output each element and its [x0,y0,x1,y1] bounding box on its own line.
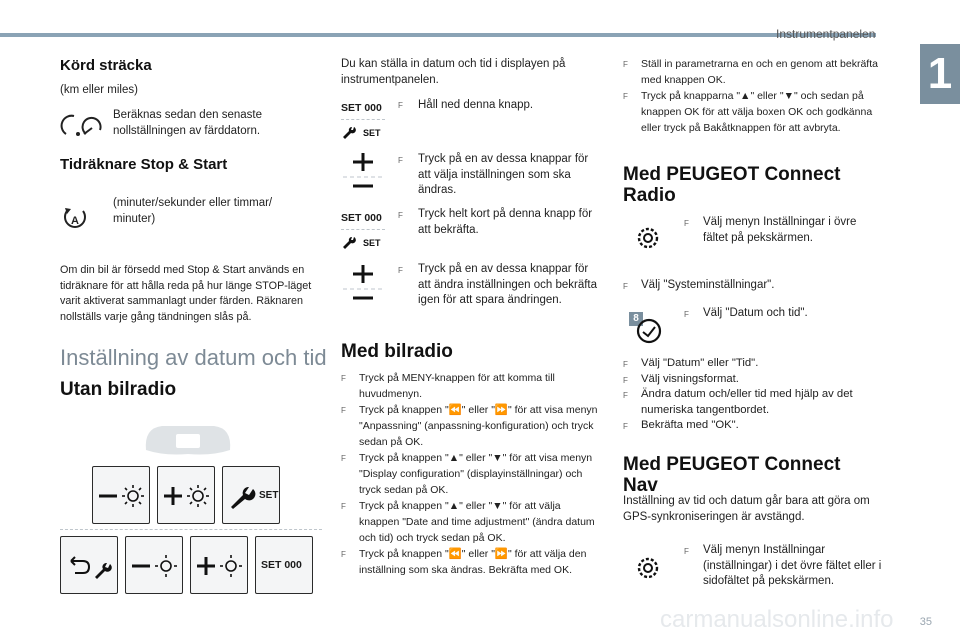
odometer-icon [60,112,104,138]
heading-med-bilradio: Med bilradio [341,341,453,362]
svg-text:SET: SET [363,238,381,248]
key-set-label: SET [259,490,279,501]
instrument-cluster-icon [142,420,234,458]
kord-desc: Beräknas sedan den senaste nollställningen av färddatorn. [113,109,262,137]
heading-installning: Inställning av datum och tid [60,345,327,370]
step-change-save: Tryck på en av dessa knappar för att ändra inställningen och bekräfta igen för att spara ändringen. [418,263,598,306]
svg-text:A: A [71,215,79,227]
key-plus-light-bottom[interactable] [190,536,248,594]
list-item: F Tryck på knapparna "▲" eller "▼" och sedan på knappen OK för att välja boxen OK och godkänna eller tryck på Bakåtknappen för att avbryta. [623,90,873,134]
section-title: Instrumentpanelen [776,27,876,41]
icon-divider [341,119,385,120]
header-bar [0,33,876,37]
minus-brightness-icon [126,537,184,595]
plus-brightness-icon [191,537,249,595]
radio-step-2: Välj "Systeminställningar". [641,279,775,291]
heading-utan-bilradio: Utan bilradio [60,379,177,400]
list-item: F Ändra datum och/eller tid med hjälp av det numeriska tangentbordet. [623,388,853,416]
list-item: F Välj visningsformat. [623,372,739,385]
tid-unit: (minuter/sekunder eller timmar/ minuter) [113,197,273,225]
wrench-set-icon [341,234,385,250]
step-badge: 8 [629,312,643,326]
list-item: F Bekräfta med "OK". [623,419,739,431]
dashed-divider [60,529,322,530]
watermark: carmanualsonline.info [660,606,894,633]
bullet-icon: F [684,219,689,228]
heading-tidraknare: Tidräknare Stop & Start [60,156,228,173]
bullet-icon: F [398,211,403,220]
bullet-icon: F [398,156,403,165]
list-item: F Tryck på MENY-knappen för att komma till huvudmenyn. [341,372,555,400]
radio-step-1: Välj menyn Inställningar i övre fältet på pekskärmen. [703,216,857,244]
chapter-tab: 1 [920,44,960,104]
key-set-000[interactable] [255,536,313,594]
step-choose-setting: Tryck på en av dessa knappar för att välja inställningen som ska ändras. [418,153,589,196]
bullet-icon: F [398,101,403,110]
clock-icon [634,316,664,346]
list-item: F Ställ in parametrarna en och en genom att bekräfta med knappen OK. [623,58,878,86]
nav-desc: Inställning av tid och datum går bara att göra om GPS-synkroniseringen är avstängd. [623,495,870,523]
kord-unit: (km eller miles) [60,84,138,96]
step-hold-button: Håll ned denna knapp. [418,99,534,111]
heading-connect-nav: Med PEUGEOT Connect Nav [623,454,841,496]
heading-kord-stracka: Körd sträcka [60,57,152,74]
icon-divider [341,229,385,230]
svg-text:SET: SET [363,128,381,138]
bullet-icon: F [684,310,689,319]
heading-connect-radio: Med PEUGEOT Connect Radio [623,164,841,206]
bullet-icon: F [398,266,403,275]
tid-desc: Om din bil är försedd med Stop & Start används en tidräknare för att hålla reda på hur länge STOP-läget varit aktiverat sammanlagt under färden. Räknaren nollställs varje gång tändningen slås på. [60,264,312,323]
settings-gear-icon [634,554,662,582]
nav-step-1: Välj menyn Inställningar (inställningar) i det övre fältet eller i sidofältet på pekskärmen. [703,544,882,587]
key-back-wrench[interactable] [60,536,118,594]
list-item: F Tryck på knappen "▲" eller "▼" för att välja knappen "Date and time adjustment" (ändra datum och tid) och tryck sedan på OK. [341,500,595,544]
list-item: F Tryck på knappen "▲" eller "▼" för att visa menyn "Display configuration" (displayinställningar) och tryck sedan på OK. [341,452,593,496]
list-item: F Tryck på knappen "⏪" eller "⏩" för att välja den inställning som ska ändras. Bekräfta med OK. [341,548,587,576]
wrench-set-icon [341,124,385,140]
plus-brightness-icon [158,467,216,525]
bullet-icon: F [684,547,689,556]
page-number: 35 [919,616,932,628]
key-minus-light-bottom[interactable] [125,536,183,594]
plus-minus-icon [341,264,385,306]
stop-start-icon [62,205,88,233]
plus-minus-icon [341,152,385,194]
list-item: F Tryck på knappen "⏪" eller "⏩" för att visa menyn "Anpassning" (anpassning-konfiguration) och tryck sedan på OK. [341,404,598,448]
radio-more-steps [623,356,881,434]
step-confirm: Tryck helt kort på denna knapp för att bekräfta. [418,208,593,236]
intro-text: Du kan ställa in datum och tid i displayen på instrumentpanelen. [341,58,566,86]
set-000-icon: SET 000 [341,102,382,114]
set-000-icon: SET 000 [341,212,382,224]
key-set000-label: SET 000 [261,559,302,571]
top-steps [623,56,881,136]
bullet-icon: F [623,282,628,291]
list-item: F Välj "Datum" eller "Tid". [623,357,759,369]
radio-step-3: Välj "Datum och tid". [703,307,808,319]
key-plus-light-top[interactable] [157,466,215,524]
settings-gear-icon [634,224,662,252]
key-minus-light-top[interactable] [92,466,150,524]
back-arrow-icon [61,537,119,595]
med-bilradio-steps [341,370,603,578]
minus-brightness-icon [93,467,151,525]
key-wrench-set-top[interactable] [222,466,280,524]
